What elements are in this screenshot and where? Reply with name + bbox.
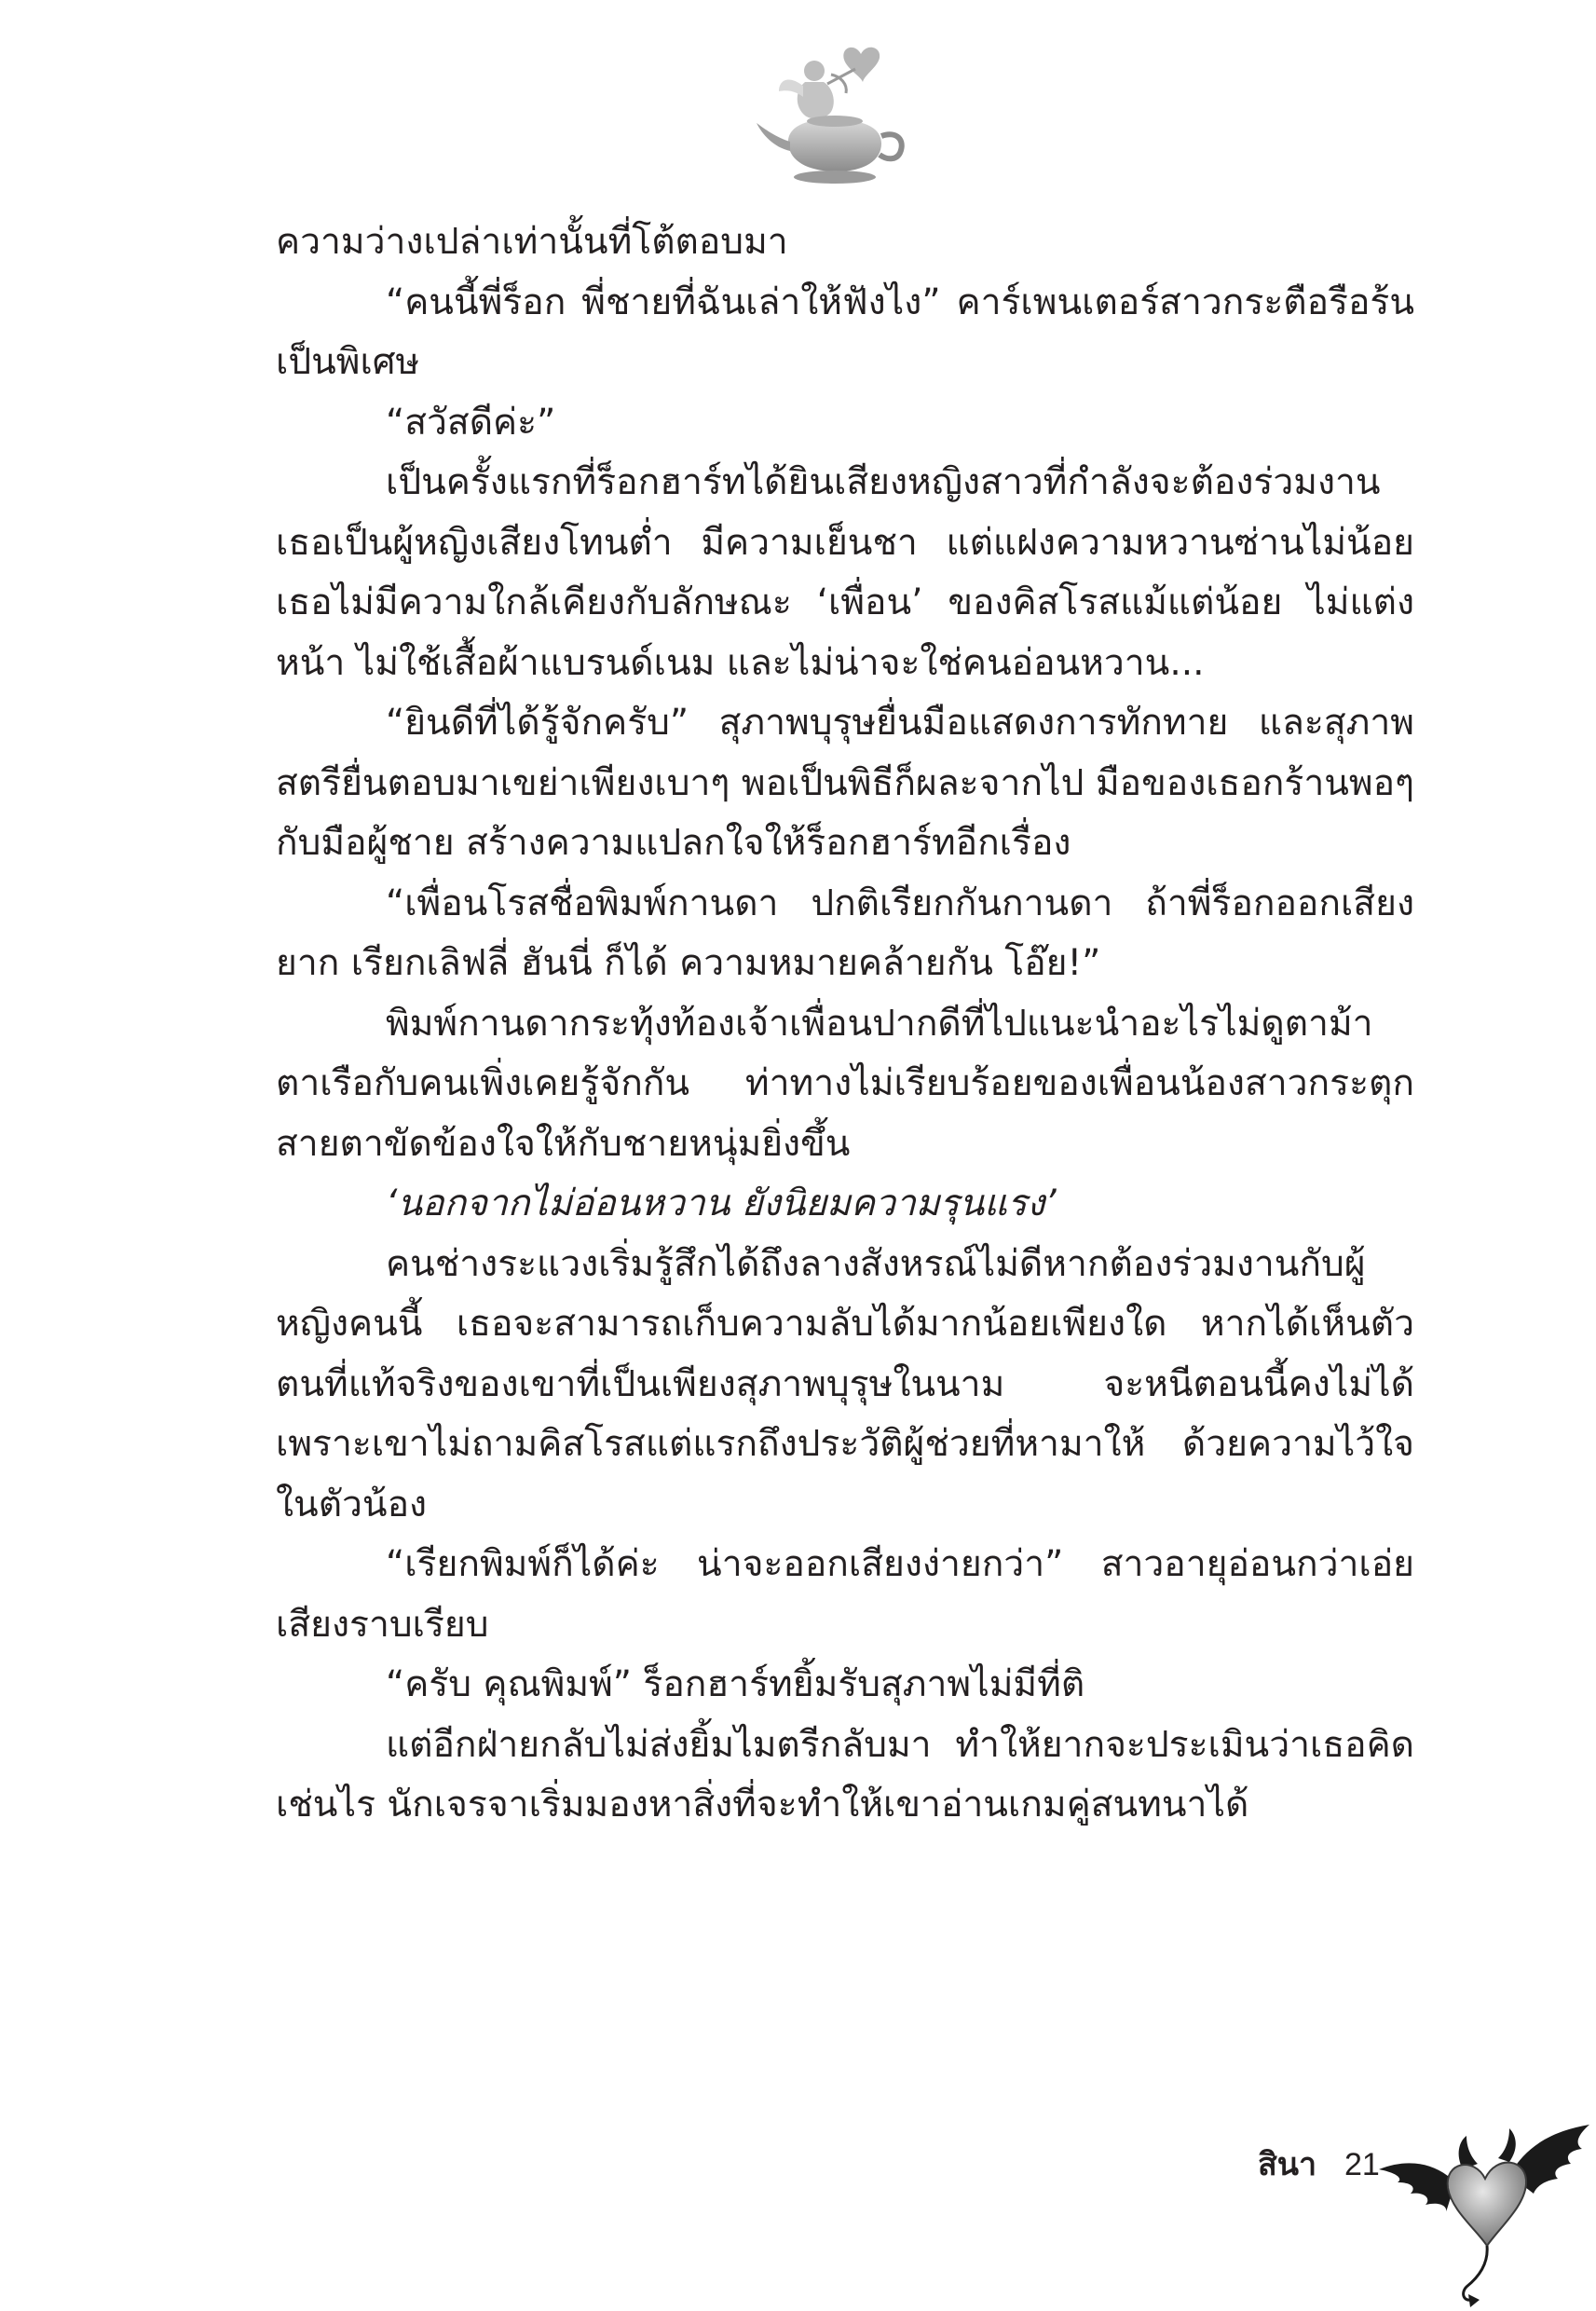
- cupid-teapot-ornament-icon: [751, 37, 919, 196]
- paragraph: แต่อีกฝ่ายกลับไม่ส่งยิ้มไมตรีกลับมา ทำให้ยากจะประเมินว่าเธอคิดเช่นไร นักเจรจาเริ่มมองหาสิ่งที่จะทำให้เขาอ่านเกมคู่สนทนาได้: [276, 1723, 1414, 1826]
- paragraph: “เรียกพิมพ์ก็ได้ค่ะ น่าจะออกเสียงง่ายกว่า” สาวอายุอ่อนกว่าเอ่ยเสียงราบเรียบ: [276, 1543, 1414, 1646]
- paragraph: “เพื่อนโรสชื่อพิมพ์กานดา ปกติเรียกกันกานดา ถ้าพี่ร็อกออกเสียงยาก เรียกเลิฟลี่ ฮันนี่ ก็ได้ ความหมายคล้ายกัน โอ๊ย!”: [276, 882, 1414, 984]
- paragraph: “ยินดีที่ได้รู้จักครับ” สุภาพบุรุษยื่นมือแสดงการทักทาย และสุภาพสตรียื่นตอบมาเขย่าเพียงเบาๆ พอเป็นพิธีก็ผละจากไป มือของเธอกร้านพอๆ กับมือผู้ชาย สร้างความแปลกใจให้ร็อกฮาร์ทอีกเรื่อง: [276, 702, 1414, 864]
- paragraph: เป็นครั้งแรกที่ร็อกฮาร์ทได้ยินเสียงหญิงสาวที่กำลังจะต้องร่วมงาน เธอเป็นผู้หญิงเสียงโทนต่ำ มีความเย็นชา แต่แฝงความหวานซ่านไม่น้อย เธอไม่มีความใกล้เคียงกับลักษณะ ‘เพื่อน’ ของคิสโรสแม้แต่น้อย ไม่แต่งหน้า ไม่ใช้เสื้อผ้าแบรนด์เนม และไม่น่าจะใช่คนอ่อนหวาน...: [276, 461, 1414, 684]
- paragraph: “คนนี้พี่ร็อก พี่ชายที่ฉันเล่าให้ฟังไง” คาร์เพนเตอร์สาวกระตือรือร้นเป็นพิเศษ: [276, 280, 1414, 383]
- italic-thought: ‘นอกจากไม่อ่อนหวาน ยังนิยมความรุนแรง’: [386, 1183, 1057, 1224]
- body-text: [276, 212, 1414, 1836]
- paragraph: พิมพ์กานดากระทุ้งท้องเจ้าเพื่อนปากดีที่ไปแนะนำอะไรไม่ดูตาม้าตาเรือกับคนเพิ่งเคยรู้จักกัน ท่าทางไม่เรียบร้อยของเพื่อนน้องสาวกระตุกสายตาขัดข้องใจให้กับชายหนุ่มยิ่งขึ้น: [276, 1002, 1414, 1165]
- paragraph: “สวัสดีค่ะ”: [386, 401, 556, 444]
- page-number: 21: [1344, 2147, 1380, 2182]
- paragraph: “ครับ คุณพิมพ์” ร็อกฮาร์ทยิ้มรับสุภาพไม่มีที่ติ: [386, 1663, 1085, 1705]
- paragraph: คนช่างระแวงเริ่มรู้สึกได้ถึงลางสังหรณ์ไม่ดีหากต้องร่วมงานกับผู้หญิงคนนี้ เธอจะสามารถเก็บความลับได้มากน้อยเพียงใด หากได้เห็นตัวตนที่แท้จริงของเขาที่เป็นเพียงสุภาพบุรุษในนาม จะหนีตอนนี้คงไม่ได้ เพราะเขาไม่ถามคิสโรสแต่แรกถึงประวัติผู้ช่วยที่หามาให้ ด้วยความไว้ใจในตัวน้อง: [276, 1242, 1414, 1525]
- page-footer: [1258, 2097, 1596, 2311]
- footer-label: [1258, 2139, 1380, 2189]
- book-title: สินา: [1258, 2146, 1317, 2183]
- paragraph: ความว่างเปล่าเท่านั้นที่โต้ตอบมา: [276, 221, 788, 263]
- winged-devil-heart-icon: [1370, 2097, 1596, 2311]
